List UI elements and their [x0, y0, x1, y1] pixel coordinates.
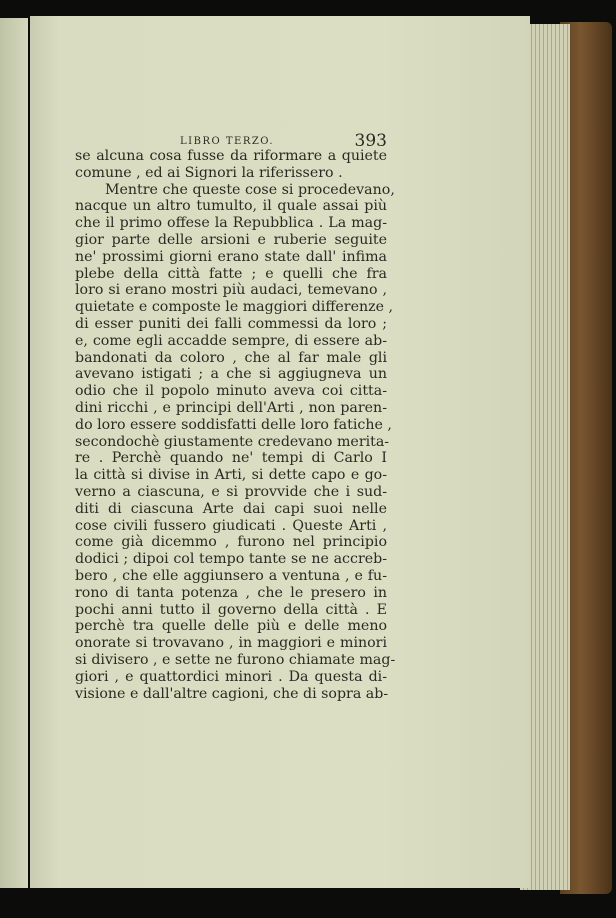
text-line: dodici ; dipoi col tempo tante se ne accreb-: [75, 551, 387, 568]
text-line: gior parte delle arsioni e ruberie seguite: [75, 231, 387, 248]
text-line: plebe della città fatte ; e quelli che fra: [75, 265, 387, 282]
text-line: comune , ed ai Signori la riferissero .: [75, 164, 343, 181]
text-line: ne' prossimi giorni erano state dall' infima: [75, 248, 387, 265]
text-line: cose civili fussero giudicati . Queste Arti ,: [75, 517, 387, 534]
text-line: do loro essere soddisfatti delle loro fatiche ,: [75, 416, 392, 433]
text-line: quietate e composte le maggiori differenze ,: [75, 299, 394, 316]
text-line: odio che il popolo minuto aveva coi citta-: [75, 383, 387, 400]
left-page-edge: [0, 18, 28, 888]
text-line: avevano istigati ; a che si aggiugneva un: [75, 366, 387, 383]
text-line: che il primo offese la Repubblica . La mag-: [75, 215, 387, 232]
page-number: 393: [354, 131, 387, 151]
text-line: di esser puniti dei falli commessi da loro ;: [75, 315, 387, 332]
text-line: la città si divise in Arti, si dette capo e go-: [75, 467, 387, 484]
text-line: si divisero , e sette ne furono chiamate mag-: [75, 651, 396, 668]
text-line: loro si erano mostri più audaci, temevano ,: [75, 282, 387, 299]
text-line: pochi anni tutto il governo della città . E: [75, 601, 387, 618]
text-line: se alcuna cosa fusse da riformare a quiete: [75, 148, 387, 164]
text-line: visione e dall'altre cagioni, che di sopra ab-: [75, 685, 389, 702]
text-line: diti di ciascuna Arte dai capi suoi nelle: [75, 500, 387, 517]
text-line: e, come egli accadde sempre, di essere ab-: [75, 332, 387, 349]
text-line: onorate si trovavano , in maggiori e minori: [75, 635, 387, 652]
text-line: bero , che elle aggiunsero a ventuna , e fu-: [75, 567, 387, 584]
text-line: perchè tra quelle delle più e delle meno: [75, 618, 387, 635]
text-line: dini ricchi , e principi dell'Arti , non paren-: [75, 399, 387, 416]
text-line: bandonati da coloro , che al far male gli: [75, 349, 387, 366]
text-line: Mentre che queste cose si procedevano,: [105, 181, 395, 198]
text-line: rono di tanta potenza , che le presero in: [75, 584, 387, 601]
body-text: [75, 148, 396, 702]
text-line: re . Perchè quando ne' tempi di Carlo I: [75, 450, 387, 467]
text-line: nacque un altro tumulto, il quale assai più: [75, 198, 387, 215]
text-line: verno a ciascuna, e si provvide che i sud-: [75, 483, 387, 500]
text-line: giori , e quattordici minori . Da questa di-: [75, 668, 387, 685]
text-line: secondochè giustamente credevano merita-: [75, 433, 390, 450]
chapter-title: LIBRO TERZO.: [180, 136, 275, 147]
text-line: come già dicemmo , furono nel principio: [75, 534, 387, 551]
